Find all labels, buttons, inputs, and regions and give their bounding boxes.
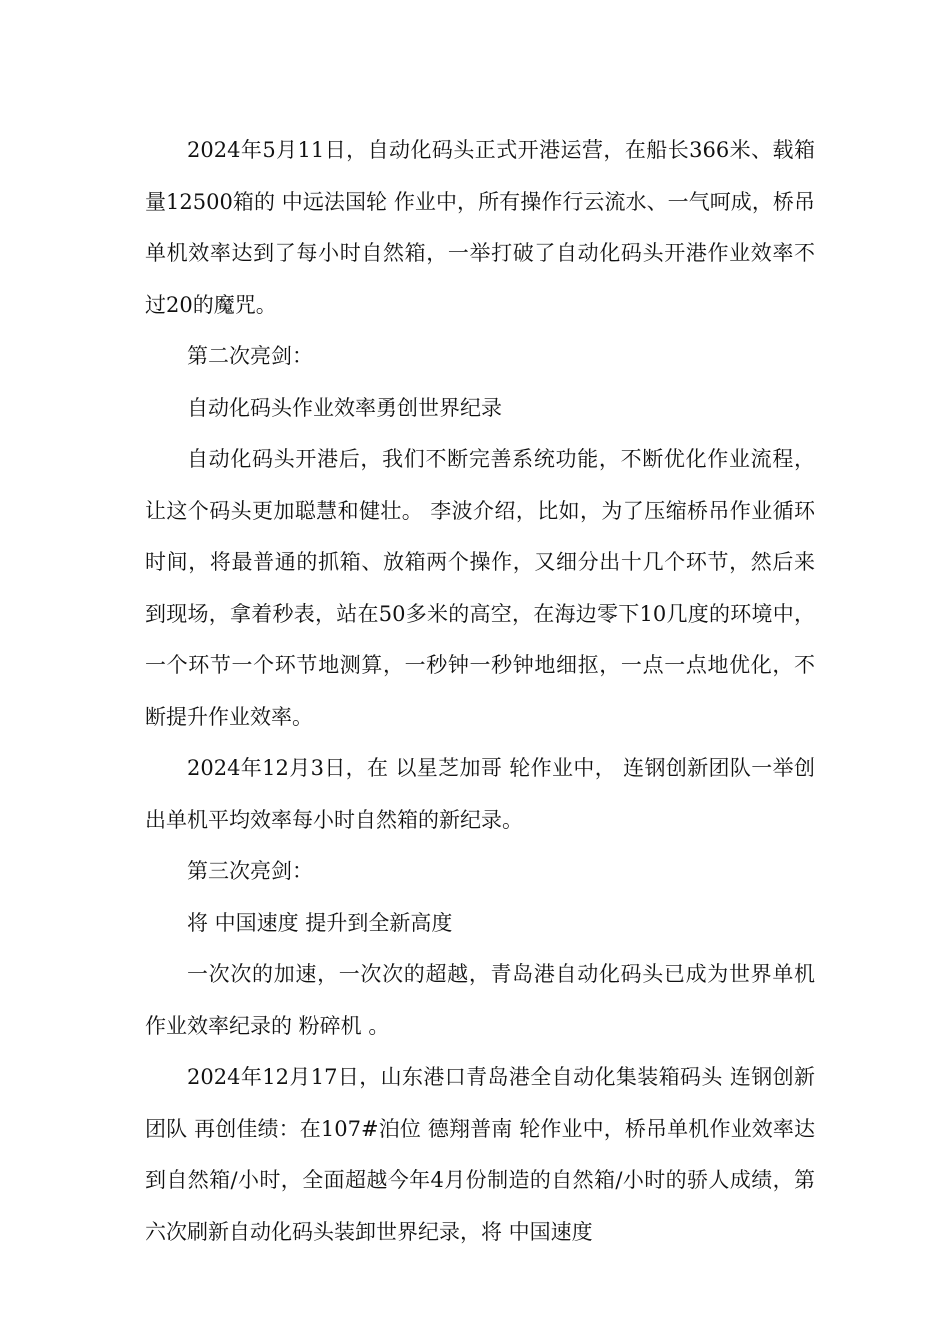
paragraph-second-heading: 第二次亮剑： — [187, 344, 313, 368]
paragraph-third-subtitle: 将 中国速度 提升到全新高度 — [187, 910, 453, 935]
paragraph-third-heading: 第三次亮剑： — [187, 859, 313, 883]
document-body — [145, 125, 815, 1258]
paragraph-acceleration: 一次次的加速，一次次的超越，青岛港自动化码头已成为世界单机作业效率纪录的 粉碎机 。 — [145, 962, 815, 1038]
paragraph-second-subtitle: 自动化码头作业效率勇创世界纪录 — [187, 395, 502, 420]
paragraph-december-3: 2024年12月3日，在 以星芝加哥 轮作业中， 连钢创新团队一举创出单机平均效率每小时自然箱的新纪录。 — [145, 756, 815, 832]
paragraph-december-17: 2024年12月17日，山东港口青岛港全自动化集装箱码头 连钢创新团队 再创佳绩：在107#泊位 德翔普南 轮作业中，桥吊单机作业效率达到自然箱/小时，全面超越今年4月份制造的自然箱/小时的骄人成绩，第六次刷新自动化码头装卸世界纪录，将 中国速度 — [145, 1065, 815, 1244]
paragraph-opening-record: 2024年5月11日，自动化码头正式开港运营，在船长366米、载箱量12500箱的 中远法国轮 作业中，所有操作行云流水、一气呵成，桥吊单机效率达到了每小时自然箱，一举打破了自动化码头开港作业效率不过20的魔咒。 — [145, 138, 815, 317]
paragraph-optimization: 自动化码头开港后，我们不断完善系统功能，不断优化作业流程，让这个码头更加聪慧和健壮。 李波介绍，比如，为了压缩桥吊作业循环时间，将最普通的抓箱、放箱两个操作，又细分出十几个环节，然后来到现场，拿着秒表，站在50多米的高空，在海边零下10几度的环境中，一个环节一个环节地测算，一秒钟一秒钟地细抠，一点一点地优化，不断提升作业效率。 — [145, 447, 815, 729]
